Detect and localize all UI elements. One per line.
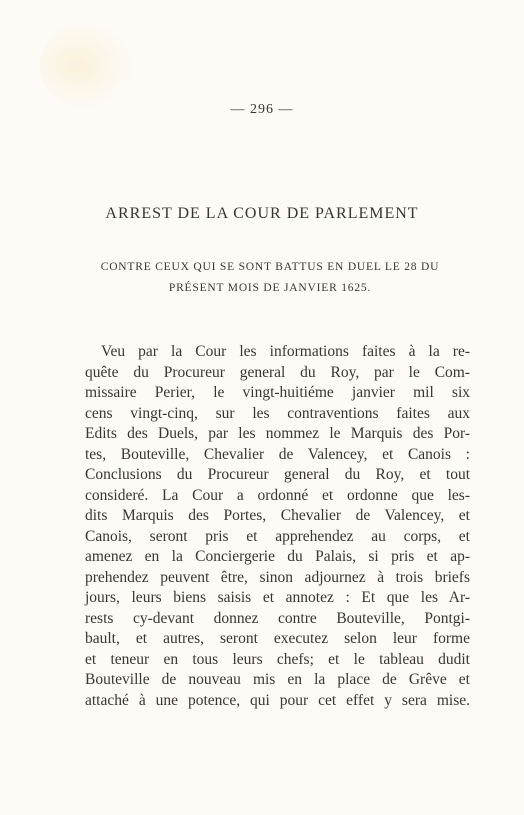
text-line: jours, leurs biens saisis et annotez : Et que les Ar- bbox=[85, 589, 470, 606]
text-line: cens vingt-cinq, sur les contraventions faites aux bbox=[85, 404, 470, 422]
text-line: Bouteville de nouveau mis en la place de Grêve et bbox=[85, 671, 470, 688]
text-line: consideré. La Cour a ordonné et ordonne que les- bbox=[85, 486, 470, 504]
subtitle-line: CONTRE CEUX QUI SE SONT BATTUS EN DUEL LE 28 DU bbox=[100, 261, 440, 273]
text-line: et teneur en tous leurs chefs; et le tableau dudit bbox=[85, 650, 470, 668]
text-line: dits Marquis des Portes, Chevalier de Valencey, et bbox=[85, 507, 470, 524]
document-subtitle bbox=[100, 257, 440, 299]
document-title: ARREST DE LA COUR DE PARLEMENT bbox=[105, 205, 419, 222]
text-line: Conclusions du Procureur general du Roy, et tout bbox=[85, 466, 470, 483]
text-line: tes, Bouteville, Chevalier de Valencey, et Canois : bbox=[85, 445, 470, 463]
subtitle-line: PRÉSENT MOIS DE JANVIER 1625. bbox=[168, 282, 372, 294]
text-line: prehendez peuvent être, sinon adjournez à trois briefs bbox=[85, 568, 470, 586]
text-line: quête du Procureur general du Roy, par le Com- bbox=[85, 363, 470, 381]
text-line: bault, et autres, seront executez selon leur forme bbox=[85, 630, 470, 647]
text-line: missaire Perier, le vingt-huitiéme janvier mil six bbox=[85, 384, 470, 401]
page-number: — 296 — bbox=[230, 102, 294, 117]
text-line: attaché à une potence, qui pour cet effet y sera mise. bbox=[85, 691, 470, 709]
paper-stain bbox=[40, 20, 135, 110]
text-line: Edits des Duels, par les nommez le Marquis des Por- bbox=[85, 425, 470, 442]
text-line: rests cy-devant donnez contre Bouteville, Pontgi- bbox=[85, 609, 470, 627]
text-line: Canois, seront pris et apprehendez au corps, et bbox=[85, 527, 470, 545]
text-line: amenez en la Conciergerie du Palais, si pris et ap- bbox=[85, 548, 470, 565]
text-line: Veu par la Cour les informations faites à la re- bbox=[101, 343, 470, 360]
body-paragraph bbox=[85, 342, 470, 711]
